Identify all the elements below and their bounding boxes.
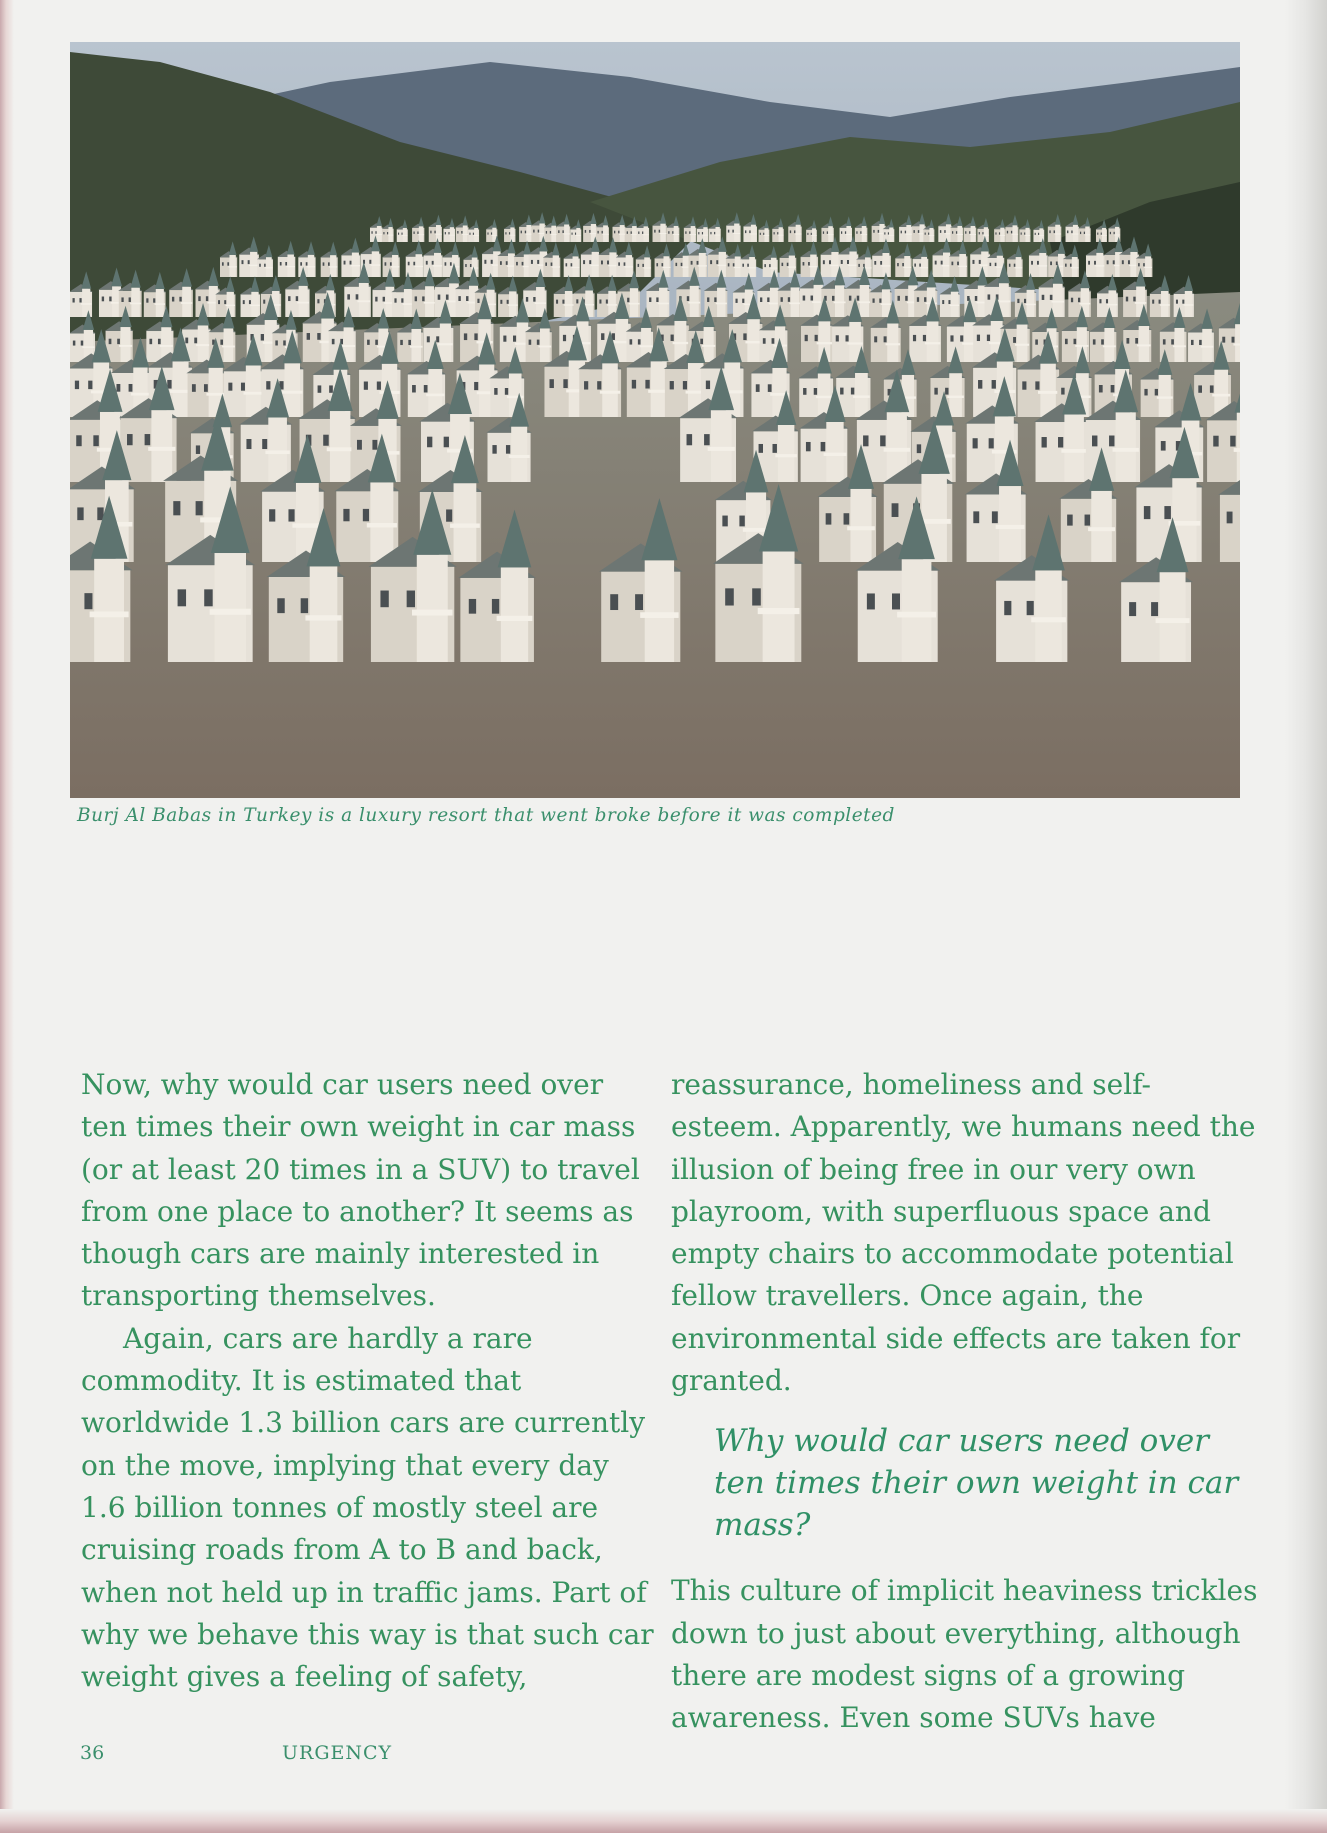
photo-caption: Burj Al Babas in Turkey is a luxury resort that went broke before it was completed: [77, 805, 895, 826]
page-edge-left: [0, 0, 14, 1833]
page-edge-bottom: [0, 1809, 1327, 1833]
pull-quote: Why would car users need over ten times their own weight in car mass?: [714, 1423, 1239, 1544]
running-footer-section: URGENCY: [282, 1742, 393, 1764]
paragraph: Again, cars are hardly a rare commodity. It is estimated that worldwide 1.3 billion cars are currently on the move, implying that every day 1.6 billion tonnes of mostly steel are cruising roads from A to B and back, when not held up in traffic jams. Part of why we behave this way is that such car weight gives a feeling of safety,: [81, 1321, 654, 1694]
page-number: 36: [80, 1742, 105, 1764]
paragraph: reassurance, homeliness and self-esteem. Apparently, we humans need the illusion of being free in our very own playroom, with superfluous space and empty chairs to accommodate potential fellow travellers. Once again, the environmental side effects are taken for granted.: [671, 1068, 1256, 1398]
paragraph: This culture of implicit heaviness trickles down to just about everything, although there are modest signs of a growing awareness. Even some SUVs have: [671, 1574, 1258, 1735]
paragraph: Now, why would car users need over ten times their own weight in car mass (or at least 20 times in a SUV) to travel from one place to another? It seems as though cars are mainly interested in transporting themselves.: [81, 1068, 640, 1313]
text-column-left: [81, 1064, 656, 1698]
page-edge-right: [1285, 0, 1327, 1833]
resort-photo: [70, 42, 1240, 798]
resort-photo-drawing: [70, 42, 1240, 798]
text-column-right: [671, 1064, 1261, 1740]
